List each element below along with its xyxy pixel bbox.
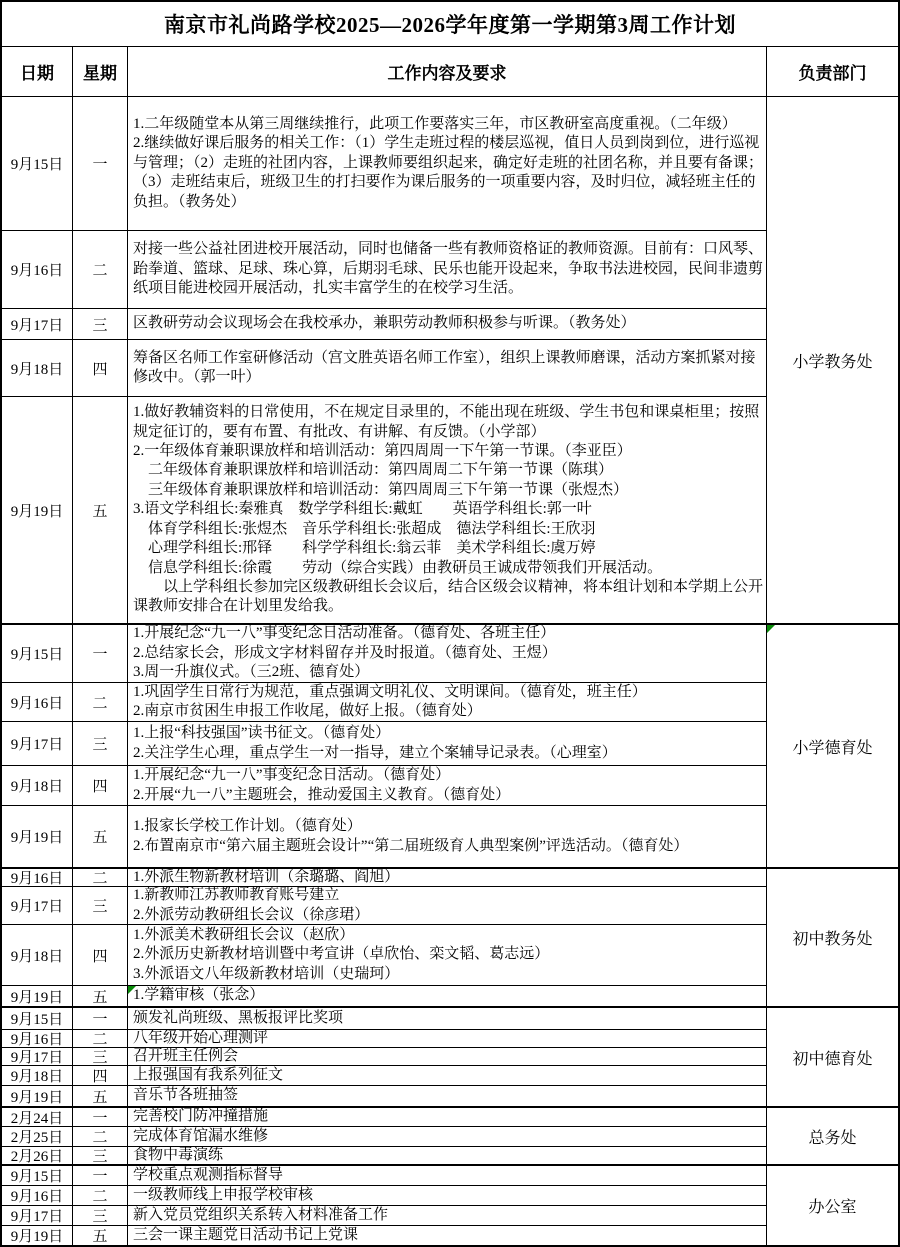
table-row: [2, 1147, 766, 1164]
content-line: 1.开展纪念“九一八”事变纪念日活动准备。（德育处、各班主任）: [133, 625, 556, 642]
table-row: [2, 1066, 766, 1086]
department-section-3: [2, 869, 898, 1008]
content-line: 2.开展“九一八”主题班会，推动爱国主义教育。（德育处）: [133, 786, 511, 803]
date-cell: 9月19日: [2, 397, 73, 623]
content-line: 召开班主任例会: [133, 1048, 239, 1064]
content-cell: [128, 1186, 766, 1205]
date-cell: 9月15日: [2, 625, 73, 682]
content-cell: [128, 309, 766, 339]
content-line: 信息学科组长:徐霞 劳动（综合实践）由教研员王诚成带领我们开展活动。: [133, 559, 663, 576]
date-cell: 9月16日: [2, 231, 73, 308]
content-cell: [128, 1048, 766, 1065]
date-cell: 9月19日: [2, 806, 73, 867]
weekday-cell: 二: [73, 1030, 128, 1047]
content-line: 八年级开始心理测评: [133, 1030, 269, 1046]
department-label: 初中教务处: [792, 931, 873, 948]
content-cell: [128, 1086, 766, 1106]
date-cell: 9月15日: [2, 1166, 73, 1185]
content-cell: [128, 887, 766, 924]
department-cell: [766, 1108, 898, 1164]
department-label: 办公室: [808, 1199, 857, 1216]
content-cell: [128, 625, 766, 682]
content-cell: [128, 1008, 766, 1029]
content-line: 完善校门防冲撞措施: [133, 1108, 269, 1125]
table-row: [2, 887, 766, 925]
content-line: 2.一年级体育兼职课放样和培训活动：第四周周一下午第一节课。（李亚臣）: [133, 443, 632, 460]
content-cell: [128, 231, 766, 308]
page-title: 南京市礼尚路学校2025—2026学年度第一学期第3周工作计划: [2, 2, 898, 47]
content-line: 音乐节各班抽签: [133, 1087, 239, 1104]
table-row: [2, 1108, 766, 1127]
content-cell: [128, 1226, 766, 1245]
content-line: 心理学科组长:邢铎 科学学科组长:翁云菲 美术学科组长:虞万婷: [133, 540, 596, 557]
weekday-cell: 一: [73, 625, 128, 682]
weekday-cell: 五: [73, 397, 128, 623]
content-line: 食物中毒演练: [133, 1147, 224, 1163]
weekday-cell: 一: [73, 1108, 128, 1126]
department-cell: [766, 869, 898, 1006]
table-row: [2, 340, 766, 397]
date-cell: 9月19日: [2, 986, 73, 1006]
table-row: [2, 1166, 766, 1186]
weekday-cell: 五: [73, 986, 128, 1006]
content-line: 2.总结家长会，形成文字材料留存并及时报道。（德育处、王煜）: [133, 644, 557, 661]
department-section-5: [2, 1108, 898, 1166]
table-row: [2, 397, 766, 623]
date-cell: 2月26日: [2, 1147, 73, 1164]
weekday-cell: 五: [73, 1086, 128, 1106]
department-label: 小学德育处: [792, 739, 873, 757]
date-cell: 9月15日: [2, 97, 73, 230]
table-row: [2, 683, 766, 722]
department-cell: [766, 1008, 898, 1106]
table-row: [2, 309, 766, 340]
content-cell: [128, 722, 766, 765]
date-cell: 9月16日: [2, 869, 73, 886]
content-line: 1.上报“科技强国”读书征文。（德育处）: [133, 725, 391, 742]
content-line: 新入党员党组织关系转入材料准备工作: [133, 1206, 389, 1223]
content-line: 1.报家长学校工作计划。（德育处）: [133, 818, 362, 835]
department-section-6: [2, 1166, 898, 1245]
table-row: [2, 766, 766, 806]
column-header-department: 负责部门: [766, 47, 898, 96]
table-row: [2, 625, 766, 683]
content-line: 2.外派劳动教研组长会议（徐彦珺）: [133, 906, 370, 923]
content-line: 2.关注学生心理，重点学生一对一指导，建立个案辅导记录表。（心理室）: [133, 744, 617, 761]
weekday-cell: 二: [73, 231, 128, 308]
content-line: 1.学籍审核（张念）: [133, 987, 265, 1004]
content-line: 2.南京市贫困生申报工作收尾，做好上报。（德育处）: [133, 703, 482, 719]
cell-flag-icon: [767, 625, 775, 633]
weekday-cell: 三: [73, 722, 128, 765]
weekday-cell: 二: [73, 869, 128, 886]
content-cell: [128, 1066, 766, 1085]
weekday-cell: 一: [73, 1166, 128, 1185]
weekday-cell: 二: [73, 1186, 128, 1205]
table-row: [2, 97, 766, 231]
content-cell: [128, 683, 766, 721]
content-cell: [128, 766, 766, 805]
table-row: [2, 1127, 766, 1147]
content-line: 1.外派美术教研组长会议（赵欣）: [133, 926, 355, 943]
table-row: [2, 806, 766, 867]
content-cell: [128, 97, 766, 230]
department-section-4: [2, 1008, 898, 1108]
weekday-cell: 二: [73, 683, 128, 721]
table-row: [2, 231, 766, 309]
content-cell: [128, 397, 766, 623]
content-line: 体育学科组长:张煜杰 音乐学科组长:张超成 德法学科组长:王欣羽: [133, 520, 596, 537]
column-header-weekday: 星期: [73, 47, 128, 96]
department-section-1: [2, 97, 898, 625]
table-row: [2, 1048, 766, 1066]
date-cell: 9月19日: [2, 1086, 73, 1106]
content-line: 1.外派生物新教材培训（余璐璐、阎旭）: [133, 869, 400, 885]
content-line: 3.周一升旗仪式。（三2班、德育处）: [133, 664, 370, 681]
weekday-cell: 四: [73, 766, 128, 805]
date-cell: 9月17日: [2, 887, 73, 924]
date-cell: 2月25日: [2, 1127, 73, 1146]
content-line: 3.外派语文八年级新教材培训（史瑞珂）: [133, 965, 400, 982]
weekday-cell: 三: [73, 887, 128, 924]
weekday-cell: 三: [73, 1048, 128, 1065]
content-cell: [128, 340, 766, 396]
content-cell: [128, 1166, 766, 1185]
department-label: 总务处: [808, 1129, 857, 1147]
section-rows: [2, 1008, 766, 1106]
section-rows: [2, 869, 766, 1006]
content-line: 三会一课主题党日活动书记上党课: [133, 1226, 359, 1243]
content-line: 1.新教师江苏教师教育账号建立: [133, 887, 340, 904]
content-cell: [128, 925, 766, 985]
weekday-cell: 四: [73, 1066, 128, 1085]
section-rows: [2, 97, 766, 623]
table-row: [2, 1030, 766, 1048]
content-line: 3.语文学科组长:秦雅真 数学学科组长:戴虹 英语学科组长:郭一叶: [133, 501, 592, 518]
weekday-cell: 五: [73, 1226, 128, 1245]
content-line: 完成体育馆漏水维修: [133, 1127, 269, 1144]
content-line: 1.开展纪念“九一八”事变纪念日活动。（德育处）: [133, 767, 451, 784]
table-header: [2, 47, 898, 97]
date-cell: 9月18日: [2, 340, 73, 396]
weekday-cell: 三: [73, 1147, 128, 1164]
content-cell: [128, 1127, 766, 1146]
table-row: [2, 986, 766, 1006]
section-rows: [2, 1166, 766, 1245]
weekday-cell: 三: [73, 309, 128, 339]
column-header-content: 工作内容及要求: [387, 64, 507, 83]
date-cell: 2月24日: [2, 1108, 73, 1126]
table-row: [2, 1206, 766, 1226]
column-header-date: 日期: [2, 47, 73, 96]
date-cell: 9月18日: [2, 766, 73, 805]
weekday-cell: 四: [73, 925, 128, 985]
department-section-2: [2, 625, 898, 869]
content-line: 区教研劳动会议现场会在我校承办，兼职劳动教师积极参与听课。（教务处）: [133, 315, 636, 332]
date-cell: 9月18日: [2, 1066, 73, 1085]
content-cell: [128, 806, 766, 867]
content-line: 2.继续做好课后服务的相关工作：（1）学生走班过程的楼层巡视，值日人员到岗到位，进行巡视与管理；（2）走班的社团内容，上课教师要组织起来，确定好走班的社团名称，并且要有备课；（3）走班结束后，班级卫生的打扫要作为课后服务的一项重要内容，及时归位，减轻班主任的负担。（教务处）: [133, 135, 764, 210]
weekday-cell: 四: [73, 340, 128, 396]
date-cell: 9月19日: [2, 1226, 73, 1245]
date-cell: 9月16日: [2, 1186, 73, 1205]
cell-flag-icon: [128, 986, 136, 994]
table-row: [2, 1086, 766, 1106]
weekday-cell: 五: [73, 806, 128, 867]
date-cell: 9月17日: [2, 1048, 73, 1065]
table-row: [2, 869, 766, 887]
date-cell: 9月15日: [2, 1008, 73, 1029]
table-row: [2, 722, 766, 766]
date-cell: 9月17日: [2, 1206, 73, 1225]
department-label: 初中德育处: [792, 1050, 873, 1068]
content-cell: [128, 986, 766, 1006]
content-cell: [128, 1030, 766, 1047]
content-line: 1.巩固学生日常行为规范，重点强调文明礼仪、文明课间。（德育处，班主任）: [133, 683, 647, 700]
table-row: [2, 925, 766, 986]
department-cell: [766, 625, 898, 867]
content-line: 筹备区名师工作室研修活动（宫文胜英语名师工作室），组织上课教师磨课，活动方案抓紧对接修改中。（郭一叶）: [133, 349, 756, 385]
date-cell: 9月17日: [2, 309, 73, 339]
department-label: 小学教务处: [792, 353, 873, 371]
content-cell: [128, 1108, 766, 1126]
date-cell: 9月17日: [2, 722, 73, 765]
section-rows: [2, 1108, 766, 1164]
date-cell: 9月18日: [2, 925, 73, 985]
weekday-cell: 二: [73, 1127, 128, 1146]
content-line: 2.外派历史新教材培训暨中考宣讲（卓欣怡、栾文韬、葛志远）: [133, 946, 550, 963]
date-cell: 9月16日: [2, 1030, 73, 1047]
content-line: 学校重点观测指标督导: [133, 1166, 284, 1183]
content-cell: [128, 1206, 766, 1225]
table-row: [2, 1226, 766, 1245]
weekday-cell: 一: [73, 97, 128, 230]
content-cell: [128, 1147, 766, 1164]
department-cell: [766, 1166, 898, 1245]
content-cell: [128, 869, 766, 886]
content-line: 以上学科组长参加完区级教研组长会议后，结合区级会议精神，将本组计划和本学期上公开课教师安排合在计划里发给我。: [133, 578, 764, 615]
content-line: 二年级体育兼职课放样和培训活动：第四周周二下午第一节课（陈琪）: [133, 462, 614, 479]
content-line: 对接一些公益社团进校开展活动，同时也储备一些有教师资格证的教师资源。目前有：口风琴、跆拳道、篮球、足球、珠心算，后期羽毛球、民乐也能开设起来，争取书法进校园，民间非遗剪纸项目能进校园开展活动，扎实丰富学生的在校学习生活。: [133, 241, 764, 297]
content-line: 2.布置南京市“第六届主题班会设计”“第二届班级育人典型案例”评选活动。（德育处）: [133, 837, 689, 854]
section-rows: [2, 625, 766, 867]
table-row: [2, 1186, 766, 1206]
weekday-cell: 一: [73, 1008, 128, 1029]
content-line: 1.二年级随堂本从第三周继续推行，此项工作要落实三年，市区教研室高度重视。（二年级）: [133, 115, 737, 132]
content-line: 颁发礼尚班级、黑板报评比奖项: [133, 1009, 344, 1026]
date-cell: 9月16日: [2, 683, 73, 721]
content-line: 三年级体育兼职课放样和培训活动：第四周周三下午第一节课（张煜杰）: [133, 481, 629, 498]
department-cell: [766, 97, 898, 623]
weekday-cell: 三: [73, 1206, 128, 1225]
content-line: 上报强国有我系列征文: [133, 1066, 284, 1083]
table-row: [2, 1008, 766, 1030]
content-line: 1.做好教辅资料的日常使用，不在规定目录里的，不能出现在班级、学生书包和课桌柜里；按照规定征订的，要有布置、有批改、有讲解、有反馈。（小学部）: [133, 404, 760, 440]
content-line: 一级教师线上申报学校审核: [133, 1186, 314, 1203]
work-plan-table: [2, 97, 898, 1245]
